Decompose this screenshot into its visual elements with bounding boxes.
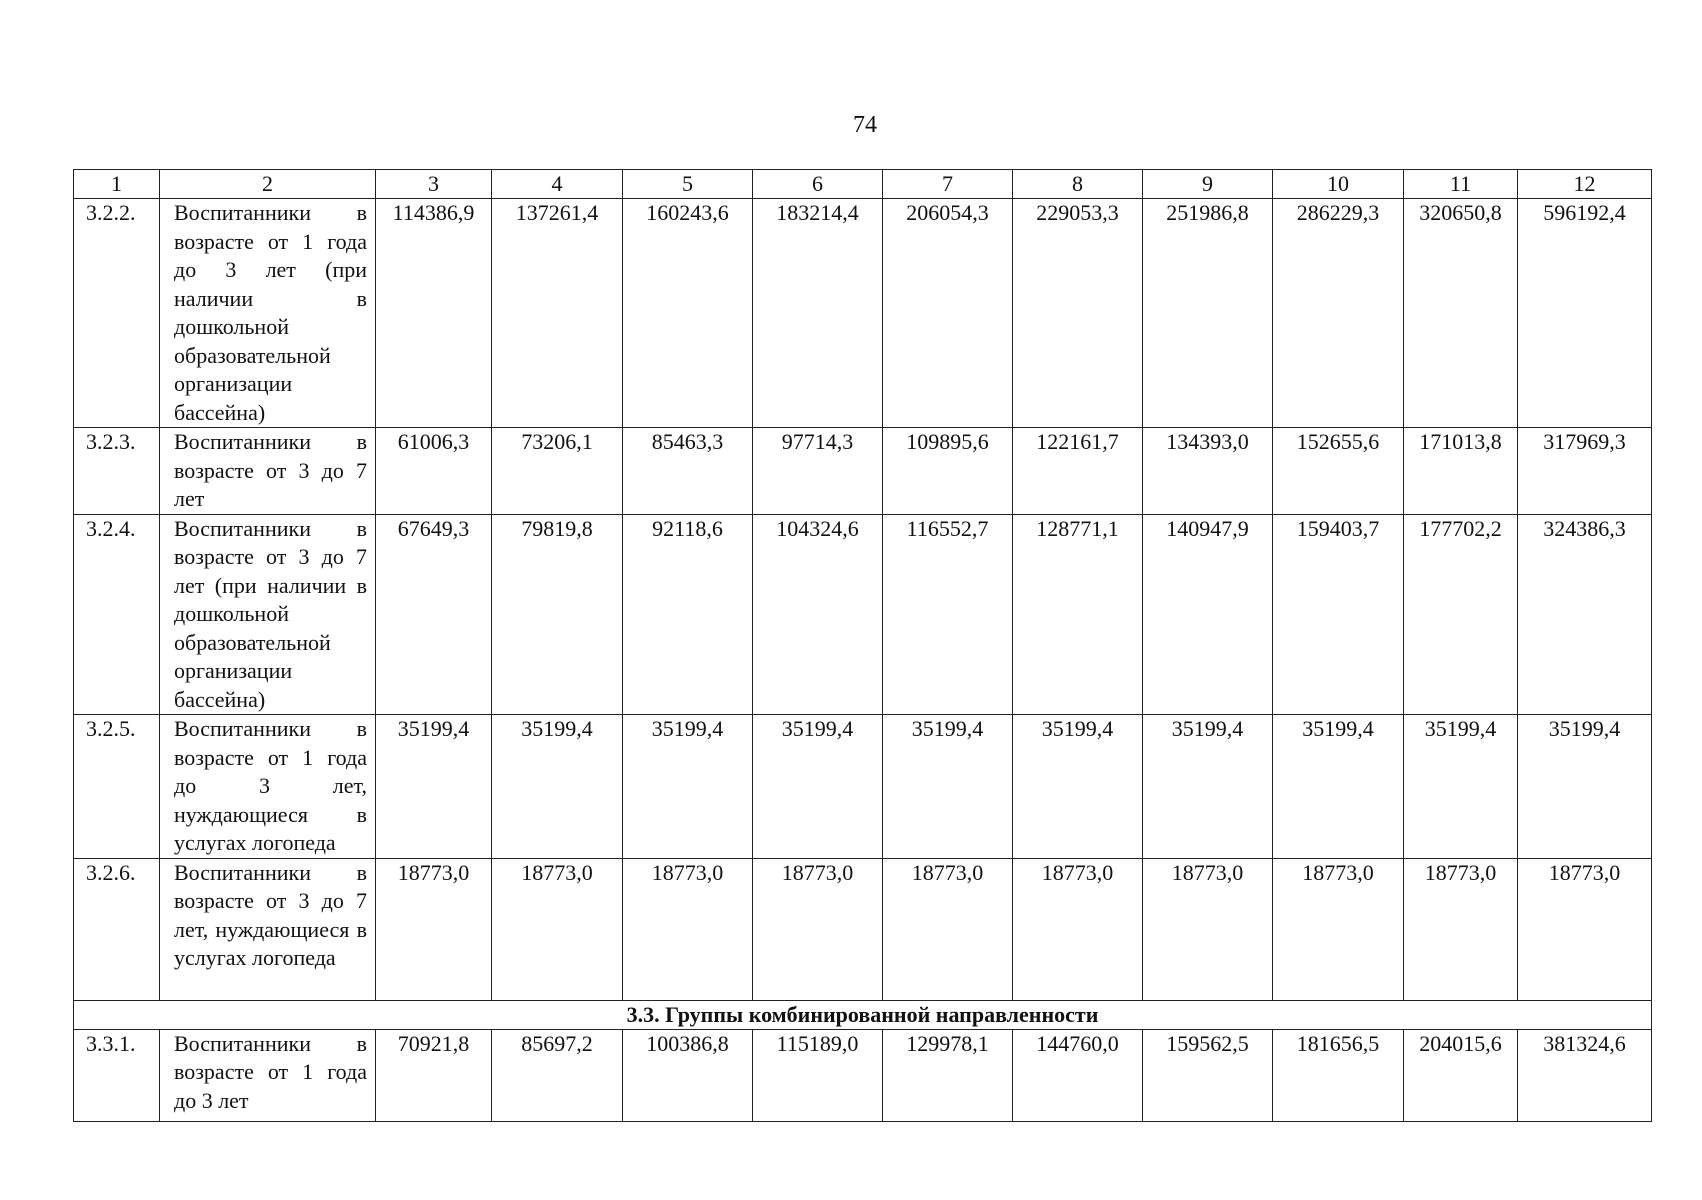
section-title: 3.3. Группы комбинированной направленности xyxy=(74,1000,1652,1029)
value-cell: 596192,4 xyxy=(1518,199,1652,428)
value-cell: 35199,4 xyxy=(623,715,753,859)
header-row xyxy=(74,170,1652,199)
value-cell: 35199,4 xyxy=(1273,715,1404,859)
value-cell: 18773,0 xyxy=(1013,858,1143,1000)
table-row xyxy=(74,858,1652,1000)
value-cell: 70921,8 xyxy=(376,1029,492,1121)
value-cell: 134393,0 xyxy=(1143,428,1273,515)
table-row xyxy=(74,1029,1652,1121)
page-number: 74 xyxy=(853,112,877,138)
row-code: 3.2.5. xyxy=(74,715,160,859)
value-cell: 18773,0 xyxy=(1404,858,1518,1000)
value-cell: 177702,2 xyxy=(1404,514,1518,715)
column-header: 3 xyxy=(376,170,492,199)
value-cell: 85463,3 xyxy=(623,428,753,515)
value-cell: 18773,0 xyxy=(623,858,753,1000)
value-cell: 35199,4 xyxy=(376,715,492,859)
value-cell: 104324,6 xyxy=(753,514,883,715)
value-cell: 18773,0 xyxy=(376,858,492,1000)
value-cell: 18773,0 xyxy=(1143,858,1273,1000)
row-code: 3.2.3. xyxy=(74,428,160,515)
row-name: Воспитанники в возрасте от 1 года до 3 лет xyxy=(160,1029,376,1121)
value-cell: 286229,3 xyxy=(1273,199,1404,428)
table-row xyxy=(74,715,1652,859)
data-table xyxy=(73,169,1652,1122)
value-cell: 116552,7 xyxy=(883,514,1013,715)
value-cell: 160243,6 xyxy=(623,199,753,428)
value-cell: 35199,4 xyxy=(1143,715,1273,859)
value-cell: 206054,3 xyxy=(883,199,1013,428)
value-cell: 18773,0 xyxy=(883,858,1013,1000)
row-name: Воспитанники в возрасте от 1 года до 3 лет, нуждающиеся в услугах логопеда xyxy=(160,715,376,859)
value-cell: 92118,6 xyxy=(623,514,753,715)
column-header: 9 xyxy=(1143,170,1273,199)
row-name: Воспитанники в возрасте от 3 до 7 лет (при наличии в дошкольной образовательной организации бассейна) xyxy=(160,514,376,715)
row-code: 3.2.6. xyxy=(74,858,160,1000)
value-cell: 35199,4 xyxy=(1404,715,1518,859)
value-cell: 140947,9 xyxy=(1143,514,1273,715)
column-header: 4 xyxy=(492,170,623,199)
value-cell: 324386,3 xyxy=(1518,514,1652,715)
value-cell: 159403,7 xyxy=(1273,514,1404,715)
value-cell: 128771,1 xyxy=(1013,514,1143,715)
value-cell: 35199,4 xyxy=(492,715,623,859)
value-cell: 114386,9 xyxy=(376,199,492,428)
value-cell: 73206,1 xyxy=(492,428,623,515)
value-cell: 251986,8 xyxy=(1143,199,1273,428)
column-header: 5 xyxy=(623,170,753,199)
value-cell: 122161,7 xyxy=(1013,428,1143,515)
row-code: 3.2.2. xyxy=(74,199,160,428)
column-header: 1 xyxy=(74,170,160,199)
value-cell: 183214,4 xyxy=(753,199,883,428)
value-cell: 152655,6 xyxy=(1273,428,1404,515)
row-code: 3.3.1. xyxy=(74,1029,160,1121)
column-header: 6 xyxy=(753,170,883,199)
table-row xyxy=(74,428,1652,515)
table-row xyxy=(74,199,1652,428)
row-name: Воспитанники в возрасте от 3 до 7 лет xyxy=(160,428,376,515)
value-cell: 18773,0 xyxy=(1518,858,1652,1000)
value-cell: 35199,4 xyxy=(883,715,1013,859)
value-cell: 137261,4 xyxy=(492,199,623,428)
column-header: 11 xyxy=(1404,170,1518,199)
row-name: Воспитанники в возрасте от 1 года до 3 лет (при наличии в дошкольной образовательной организации бассейна) xyxy=(160,199,376,428)
value-cell: 67649,3 xyxy=(376,514,492,715)
column-header: 8 xyxy=(1013,170,1143,199)
value-cell: 129978,1 xyxy=(883,1029,1013,1121)
value-cell: 35199,4 xyxy=(753,715,883,859)
column-header: 7 xyxy=(883,170,1013,199)
value-cell: 18773,0 xyxy=(753,858,883,1000)
value-cell: 85697,2 xyxy=(492,1029,623,1121)
value-cell: 18773,0 xyxy=(1273,858,1404,1000)
column-header: 2 xyxy=(160,170,376,199)
value-cell: 381324,6 xyxy=(1518,1029,1652,1121)
value-cell: 317969,3 xyxy=(1518,428,1652,515)
value-cell: 115189,0 xyxy=(753,1029,883,1121)
value-cell: 97714,3 xyxy=(753,428,883,515)
value-cell: 109895,6 xyxy=(883,428,1013,515)
value-cell: 35199,4 xyxy=(1013,715,1143,859)
row-name: Воспитанники в возрасте от 3 до 7 лет, нуждающиеся в услугах логопеда xyxy=(160,858,376,1000)
value-cell: 79819,8 xyxy=(492,514,623,715)
table-row xyxy=(74,514,1652,715)
value-cell: 204015,6 xyxy=(1404,1029,1518,1121)
value-cell: 181656,5 xyxy=(1273,1029,1404,1121)
column-header: 12 xyxy=(1518,170,1652,199)
value-cell: 100386,8 xyxy=(623,1029,753,1121)
value-cell: 35199,4 xyxy=(1518,715,1652,859)
value-cell: 159562,5 xyxy=(1143,1029,1273,1121)
value-cell: 61006,3 xyxy=(376,428,492,515)
value-cell: 18773,0 xyxy=(492,858,623,1000)
value-cell: 171013,8 xyxy=(1404,428,1518,515)
value-cell: 229053,3 xyxy=(1013,199,1143,428)
value-cell: 144760,0 xyxy=(1013,1029,1143,1121)
column-header: 10 xyxy=(1273,170,1404,199)
section-row xyxy=(74,1000,1652,1029)
row-code: 3.2.4. xyxy=(74,514,160,715)
value-cell: 320650,8 xyxy=(1404,199,1518,428)
